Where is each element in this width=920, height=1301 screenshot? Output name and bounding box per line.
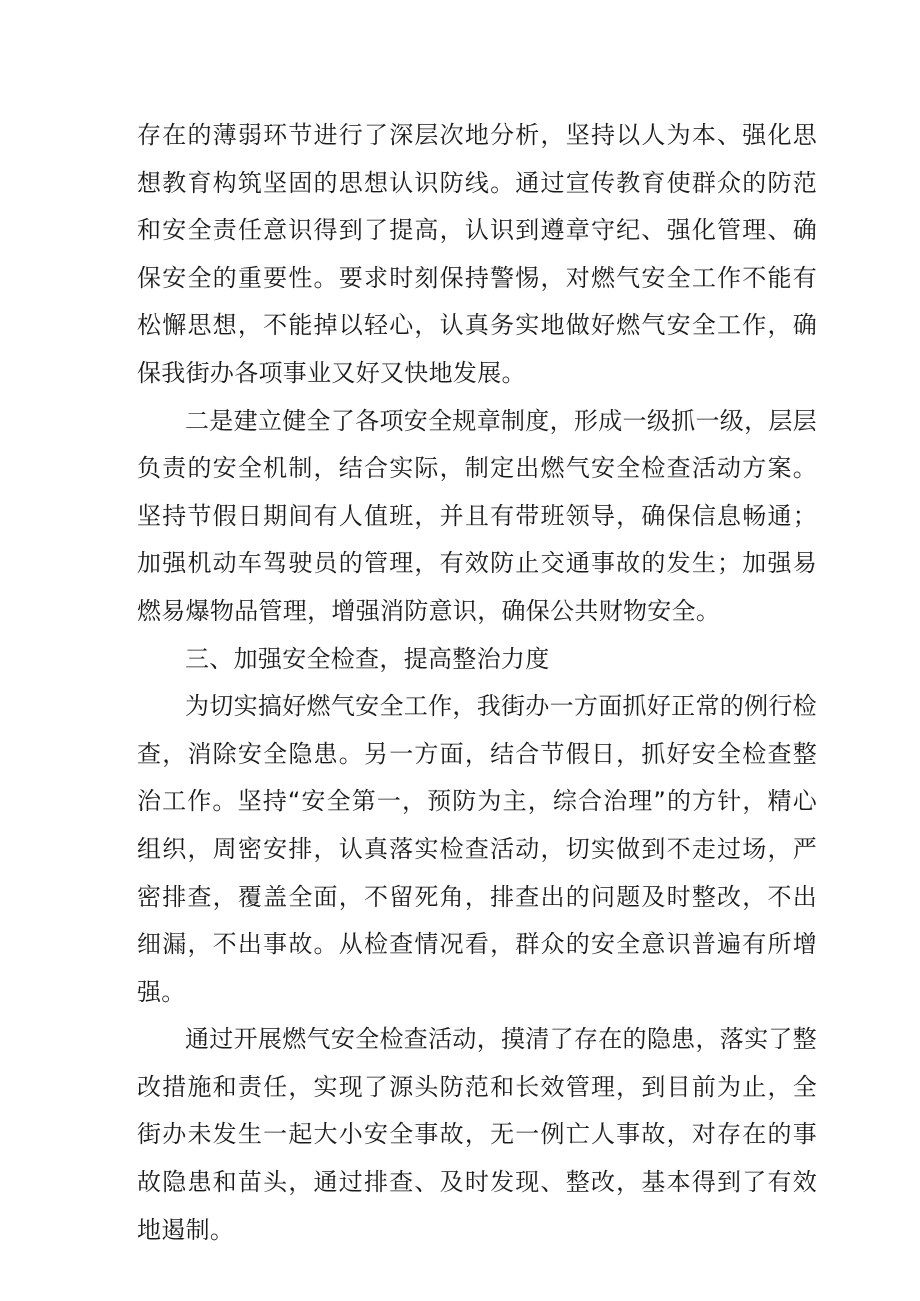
paragraph-inspection-work: 为切实搞好燃气安全工作，我街办一方面抓好正常的例行检查，消除安全隐患。另一方面，结合节假日，抓好安全检查整治工作。坚持“安全第一，预防为主，综合治理”的方针，精心组织，周密安排，认真落实检查活动，切实做到不走过场，严密排查，覆盖全面，不留死角，排查出的问题及时整改，不出细漏，不出事故。从检查情况看，群众的安全意识普遍有所增强。 [137, 692, 817, 1006]
paragraph-continuation: 存在的薄弱环节进行了深层次地分析，坚持以人为本、强化思想教育构筑坚固的思想认识防线。通过宣传教育使群众的防范和安全责任意识得到了提高，认识到遵章守纪、强化管理、确保安全的重要性。要求时刻保持警惕，对燃气安全工作不能有松懈思想，不能掉以轻心，认真务实地做好燃气安全工作，确保我街办各项事业又好又快地发展。 [137, 121, 817, 387]
section-heading-inspection: 三、加强安全检查，提高整治力度 [185, 644, 550, 673]
paragraph-results: 通过开展燃气安全检查活动，摸清了存在的隐患，落实了整改措施和责任，实现了源头防范和长效管理，到目前为止，全街办未发生一起大小安全事故，无一例亡人事故，对存在的事故隐患和苗头，通过排查、及时发现、整改，基本得到了有效地遏制。 [137, 1025, 817, 1244]
paragraph-safety-rules: 二是建立健全了各项安全规章制度，形成一级抓一级，层层负责的安全机制，结合实际，制定出燃气安全检查活动方案。坚持节假日期间有人值班，并且有带班领导，确保信息畅通；加强机动车驾驶员的管理，有效防止交通事故的发生；加强易燃易爆物品管理，增强消防意识，确保公共财物安全。 [137, 406, 817, 625]
document-body [137, 112, 817, 1254]
